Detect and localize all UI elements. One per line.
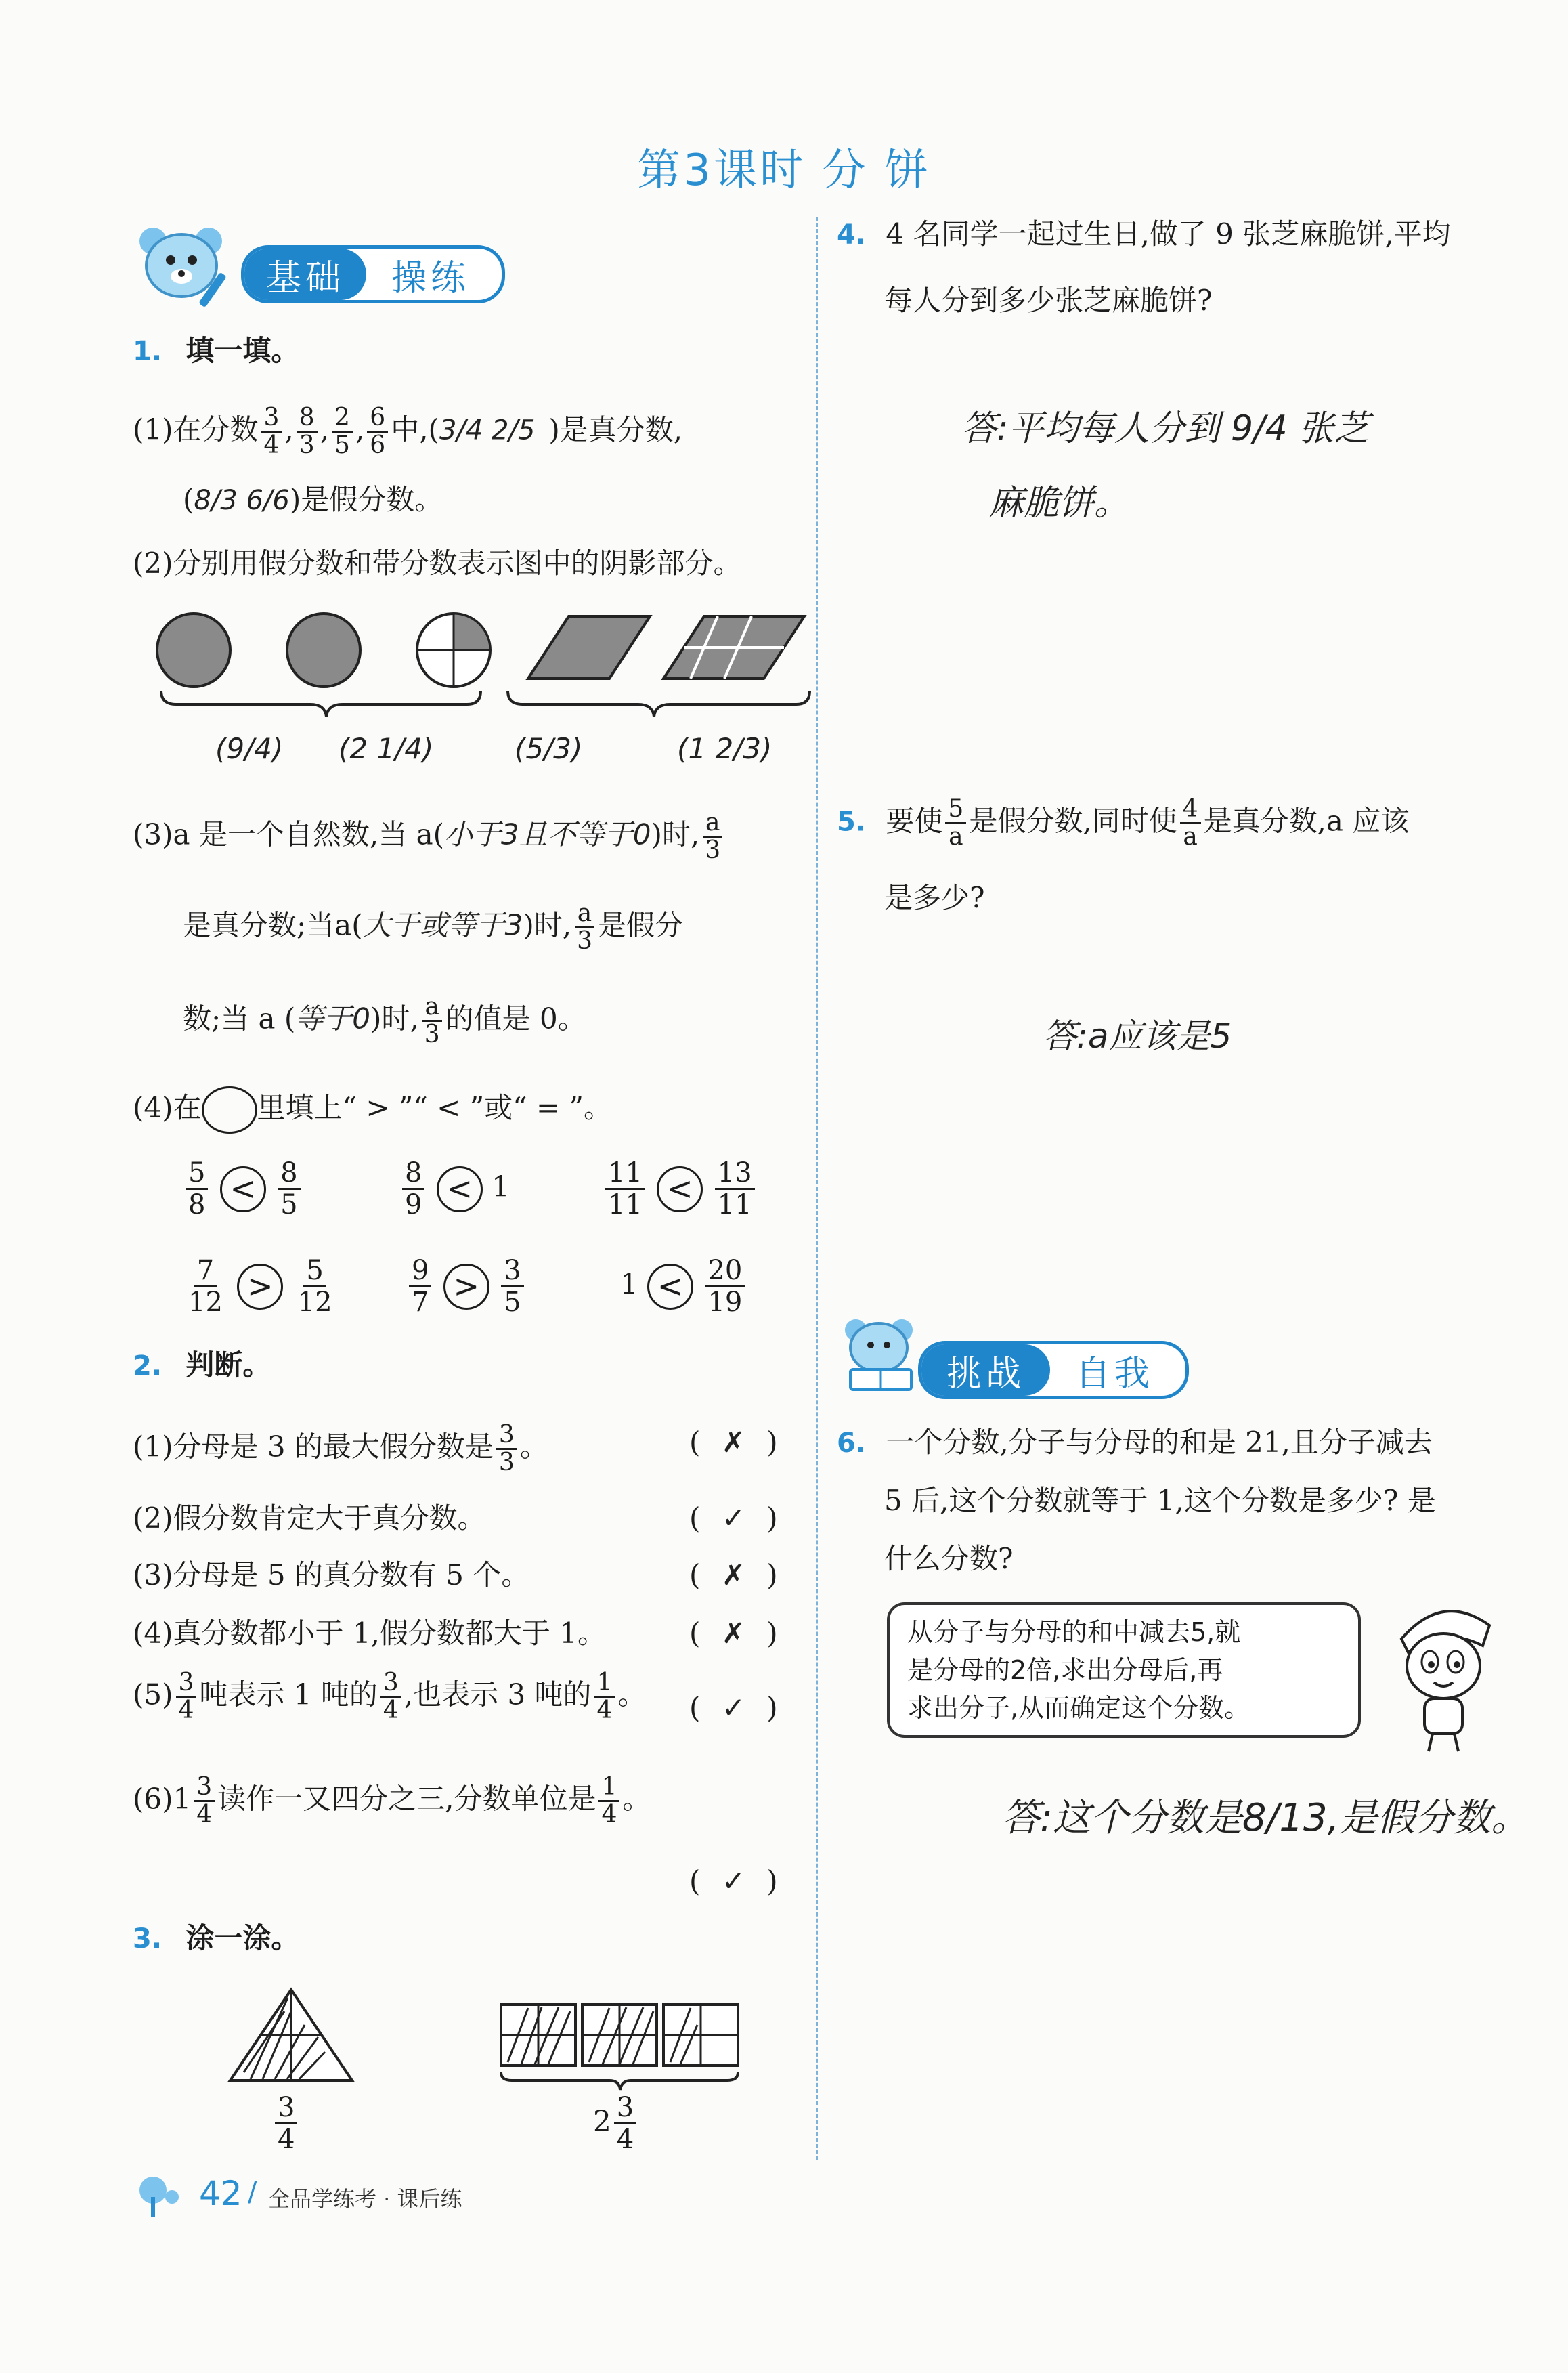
comparison-circle: > xyxy=(443,1264,489,1310)
fraction-numerator: 8 xyxy=(402,1158,424,1190)
fraction-numerator: 3 xyxy=(275,2093,297,2124)
footer-series: 全品学练考 · 课后练 xyxy=(268,2186,462,2212)
fraction xyxy=(367,405,388,458)
judge-item: (6)1 $\frac{3}{4}$ 读作一又四分之三,分数单位是 $\frac{1}{4}$ 。 xyxy=(133,1773,651,1829)
fraction-numerator: 4 xyxy=(1180,796,1201,824)
fraction-numerator: 5 xyxy=(186,1158,208,1190)
fraction-numerator: 20 xyxy=(705,1256,745,1287)
q4-line2: 每人分到多少张芝麻脆饼? xyxy=(884,284,1213,317)
hint-line: 求出分子,从而确定这个分数。 xyxy=(907,1693,1250,1723)
column-divider xyxy=(816,217,818,2160)
fraction-numerator: 3 xyxy=(614,2093,636,2124)
handwritten-mark: ✗ xyxy=(721,1558,745,1591)
handwritten-answer: 3/4 2/5 xyxy=(439,414,536,446)
handwritten-mark: ✗ xyxy=(721,1426,745,1459)
q1-heading xyxy=(133,333,299,369)
q1-part3-post2: )时, xyxy=(523,908,572,942)
elf-mascot-icon xyxy=(1381,1598,1503,1754)
q3-label-1 xyxy=(272,2093,300,2154)
comparison-item xyxy=(603,1158,758,1220)
fraction-denominator: 3 xyxy=(424,1021,440,1048)
fraction-denominator: 3 xyxy=(498,1449,515,1476)
comparison-circle: < xyxy=(220,1166,266,1212)
fraction-numerator: 2 xyxy=(332,405,353,433)
fraction-denominator: 3 xyxy=(577,927,592,955)
q5-number: 5. xyxy=(837,806,867,838)
q1-part1-post: )是真分数, xyxy=(548,412,683,446)
fraction-denominator: 4 xyxy=(601,1801,617,1829)
fraction xyxy=(702,810,723,863)
comparison-item xyxy=(620,1256,747,1317)
q1-part3-pre2: 是真分数;当a( xyxy=(183,908,363,942)
q1-part1-line1: (1)在分数 $\frac{3}{4}$ , $\frac{8}{3}$ , $\frac{2}{5}$ , $\frac{6}{6}$ 中,(3/4 2/5 )是真分数, xyxy=(133,404,683,459)
handwritten-answer: 大于或等于3 xyxy=(362,908,523,942)
fraction-denominator: 11 xyxy=(717,1189,752,1220)
fraction xyxy=(295,1256,335,1317)
section-badge-right: 操练 xyxy=(391,257,470,299)
q6-line1 xyxy=(837,1425,1433,1461)
comparison-circle: < xyxy=(657,1166,703,1212)
judge-paren: ( ✓ ) xyxy=(689,1691,778,1724)
handwritten-answer: (9/4) xyxy=(215,732,284,765)
fraction-numerator: 3 xyxy=(176,1670,197,1698)
hint-bubble xyxy=(887,1602,1361,1738)
q1-number: 1. xyxy=(133,336,162,367)
q1-part1-post2: )是假分数。 xyxy=(289,483,443,516)
fraction xyxy=(594,1670,615,1724)
fraction xyxy=(186,1158,208,1220)
fraction-denominator: 4 xyxy=(278,2124,295,2155)
fraction-denominator: 5 xyxy=(504,1287,521,1318)
q5-mid: 是假分数,同时使 xyxy=(969,804,1177,838)
comparison-circle: < xyxy=(437,1166,483,1212)
judge-paren: ( ✗ ) xyxy=(689,1617,778,1650)
q1-part4-pre: (4)在 xyxy=(133,1091,202,1124)
bear-mascot-icon xyxy=(133,223,234,312)
comparison-item xyxy=(183,1158,303,1220)
section-badge-basic xyxy=(241,245,505,303)
q1-part1-pre: (1)在分数 xyxy=(133,412,259,446)
q5-pre: 要使 xyxy=(886,804,943,838)
fraction xyxy=(332,405,353,458)
q1-part4-text xyxy=(133,1086,612,1134)
judge-paren: ( ✓ ) xyxy=(689,1501,778,1535)
judge-prefix: (6)1 xyxy=(133,1782,192,1816)
fraction-denominator: 8 xyxy=(188,1189,206,1220)
handwritten-answer: (5/3) xyxy=(515,732,583,765)
fraction-denominator: 9 xyxy=(405,1189,422,1220)
q3-title: 涂一涂。 xyxy=(186,1921,300,1954)
fraction-numerator: 1 xyxy=(594,1670,615,1698)
q6-line2: 5 后,这个分数就等于 1,这个分数是多少? 是 xyxy=(884,1484,1436,1517)
reading-bear-icon xyxy=(837,1314,925,1395)
fraction-numerator: 3 xyxy=(501,1256,523,1287)
handwritten-mark: ✓ xyxy=(721,1864,745,1898)
fraction-denominator: 3 xyxy=(299,431,315,459)
shaded-shapes-figure xyxy=(149,596,812,718)
fraction-denominator: 5 xyxy=(334,431,350,459)
fraction-numerator: 3 xyxy=(261,405,282,433)
comparison-circle: < xyxy=(647,1264,693,1310)
fraction-numerator: 8 xyxy=(297,405,318,433)
q6-number: 6. xyxy=(837,1428,867,1459)
fraction xyxy=(380,1670,401,1724)
comparison-item xyxy=(406,1256,527,1317)
handwritten-answer: 麻脆饼。 xyxy=(988,483,1130,523)
judge-item xyxy=(133,1422,548,1476)
q1-part2-text: (2)分别用假分数和带分数表示图中的阴影部分。 xyxy=(133,547,742,580)
handwritten-answer: 等于0 xyxy=(295,1002,371,1035)
judge-text: 读作一又四分之三,分数单位是 xyxy=(217,1782,596,1816)
fraction xyxy=(705,1256,745,1317)
handwritten-mark: ✓ xyxy=(721,1691,745,1724)
judge-paren: ( ✗ ) xyxy=(689,1558,778,1591)
judge-paren: ( ✓ ) xyxy=(689,1864,778,1898)
tree-icon xyxy=(133,2173,187,2220)
section-badge-right: 自我 xyxy=(1074,1353,1154,1394)
whole-number: 1 xyxy=(620,1267,638,1301)
blank-circle xyxy=(202,1086,257,1134)
q1-part3-line2 xyxy=(183,901,683,954)
fraction xyxy=(1180,796,1201,850)
judge-item: (5) $\frac{3}{4}$ 吨表示 1 吨的 $\frac{3}{4}$ ,也表示 3 吨的 $\frac{1}{4}$ 。 xyxy=(133,1669,647,1724)
fraction-denominator: 11 xyxy=(608,1189,643,1220)
q5-line1 xyxy=(837,796,1409,850)
fraction xyxy=(261,405,282,458)
hint-line: 从分子与分母的和中减去5,就 xyxy=(907,1617,1241,1647)
handwritten-mark: ✓ xyxy=(721,1501,745,1535)
fraction xyxy=(409,1256,431,1317)
q3-heading xyxy=(133,1921,299,1957)
fraction xyxy=(496,1422,517,1476)
whole-number: 2 xyxy=(593,2104,611,2138)
fraction xyxy=(605,1158,645,1220)
fraction-numerator: 13 xyxy=(715,1158,755,1190)
q2-number: 2. xyxy=(133,1350,162,1382)
q1-part3-post: )时, xyxy=(651,817,700,851)
handwritten-answer: 8/3 6/6 xyxy=(194,485,290,516)
fraction-denominator: 4 xyxy=(596,1696,613,1724)
q1-part1-mid: 中,( xyxy=(391,412,439,446)
fraction-denominator: 12 xyxy=(188,1287,223,1318)
fraction xyxy=(176,1670,197,1724)
q1-part3-post3: )时, xyxy=(370,1002,419,1035)
q1-part1-line2 xyxy=(183,482,443,518)
judge-item: (3)分母是 5 的真分数有 5 个。 xyxy=(133,1558,530,1591)
handwritten-answer: 答:平均每人分到 9/4 张芝 xyxy=(961,408,1370,449)
fraction-numerator: a xyxy=(703,810,722,838)
fraction-numerator: a xyxy=(575,901,594,928)
handwritten-answer: (1 2/3) xyxy=(677,732,772,765)
fraction-numerator: 6 xyxy=(367,405,388,433)
fraction xyxy=(297,405,318,458)
fraction-denominator: 6 xyxy=(370,431,386,459)
fraction xyxy=(614,2093,636,2154)
handwritten-mark: ✗ xyxy=(721,1617,745,1650)
fraction xyxy=(186,1256,225,1317)
fraction-numerator: 5 xyxy=(303,1256,326,1287)
page-title: 第3课时 分 饼 xyxy=(637,146,931,196)
fraction-numerator: 3 xyxy=(194,1774,215,1802)
fraction-denominator: 4 xyxy=(196,1801,213,1829)
comparison-circle: > xyxy=(237,1264,283,1310)
q1-title: 填一填。 xyxy=(186,334,300,367)
q1-part4-post: 里填上“ > ”“ < ”或“ = ”。 xyxy=(257,1091,613,1124)
q4-line1 xyxy=(837,217,1451,253)
handwritten-answer: 小于3且不等于0 xyxy=(444,817,651,851)
judge-prefix: (5) xyxy=(133,1677,173,1711)
judge-tail: 。 xyxy=(519,1430,548,1463)
whole-number: 1 xyxy=(492,1170,510,1203)
q1-part3-pre3: 数;当 a ( xyxy=(183,1002,296,1035)
q2-title: 判断。 xyxy=(186,1348,271,1382)
q6-text: 一个分数,分子与分母的和是 21,且分子减去 xyxy=(886,1426,1433,1459)
q3-number: 3. xyxy=(133,1923,162,1954)
fraction-numerator: 9 xyxy=(409,1256,431,1287)
footer-slash: / xyxy=(248,2177,257,2208)
fraction-denominator: a xyxy=(949,823,963,851)
fraction-denominator: 7 xyxy=(412,1287,429,1318)
q1-part3-end3: 的值是 0。 xyxy=(445,1002,586,1035)
judge-text: 吨表示 1 吨的 xyxy=(199,1677,378,1711)
shaded-rectangles-figure xyxy=(494,1998,745,2093)
q5-post: 是真分数,a 应该 xyxy=(1203,804,1410,838)
handwritten-answer: 答:a应该是5 xyxy=(1043,1017,1232,1056)
fraction-denominator: 12 xyxy=(297,1287,332,1318)
fraction-numerator: 3 xyxy=(496,1422,517,1450)
judge-paren: ( ✗ ) xyxy=(689,1426,778,1459)
handwritten-answer: 答:这个分数是8/13,是假分数。 xyxy=(1002,1796,1529,1840)
q5-line2: 是多少? xyxy=(884,881,985,914)
fraction xyxy=(402,1158,424,1220)
q1-part3-end2: 是假分 xyxy=(597,908,683,942)
q4-text: 4 名同学一起过生日,做了 9 张芝麻脆饼,平均 xyxy=(886,217,1451,251)
fraction xyxy=(715,1158,755,1220)
fraction-denominator: 3 xyxy=(705,836,721,864)
fraction xyxy=(278,1158,300,1220)
q1-part3-line1 xyxy=(133,810,726,863)
section-badge-left: 挑战 xyxy=(921,1344,1050,1396)
fraction-denominator: 4 xyxy=(263,431,280,459)
q1-part3-pre: (3)a 是一个自然数,当 a( xyxy=(133,817,445,851)
fraction-denominator: a xyxy=(1183,823,1198,851)
q1-part3-line3 xyxy=(183,994,586,1048)
fraction-denominator: 5 xyxy=(280,1189,298,1220)
q2-heading xyxy=(133,1348,271,1384)
comparison-item xyxy=(183,1256,338,1317)
fraction xyxy=(574,901,595,954)
fraction xyxy=(275,2093,297,2154)
fraction xyxy=(422,994,443,1048)
fraction xyxy=(194,1774,215,1828)
q4-number: 4. xyxy=(837,219,867,251)
q6-line3: 什么分数? xyxy=(884,1542,1014,1575)
fraction-denominator: 19 xyxy=(707,1287,743,1318)
q3-label-2 xyxy=(593,2093,639,2154)
section-badge-left: 基础 xyxy=(244,249,366,300)
fraction-denominator: 4 xyxy=(616,2124,634,2155)
fraction xyxy=(598,1774,619,1828)
fraction-numerator: a xyxy=(422,994,441,1022)
fraction-denominator: 4 xyxy=(178,1696,194,1724)
section-badge-challenge xyxy=(918,1341,1189,1399)
paren-open: ( xyxy=(183,483,194,516)
shaded-triangle-figure xyxy=(223,1984,359,2086)
comparison-item xyxy=(399,1158,510,1220)
judge-item: (2)假分数肯定大于真分数。 xyxy=(133,1501,486,1535)
fraction-numerator: 3 xyxy=(380,1670,401,1698)
fraction-numerator: 7 xyxy=(194,1256,217,1287)
judge-item: (4)真分数都小于 1,假分数都大于 1。 xyxy=(133,1617,606,1650)
fraction-numerator: 11 xyxy=(605,1158,645,1190)
fraction xyxy=(501,1256,523,1317)
hint-line: 是分母的2倍,求出分母后,再 xyxy=(907,1655,1223,1685)
fraction xyxy=(945,796,966,850)
page-number: 42 xyxy=(199,2174,242,2213)
fraction-numerator: 5 xyxy=(945,796,966,824)
judge-text: (1)分母是 3 的最大假分数是 xyxy=(133,1430,494,1463)
fraction-numerator: 1 xyxy=(598,1774,619,1802)
fraction-denominator: 4 xyxy=(383,1696,399,1724)
judge-mid: ,也表示 3 吨的 xyxy=(404,1677,592,1711)
handwritten-answer: (2 1/4) xyxy=(339,732,434,765)
fraction-numerator: 8 xyxy=(278,1158,300,1190)
